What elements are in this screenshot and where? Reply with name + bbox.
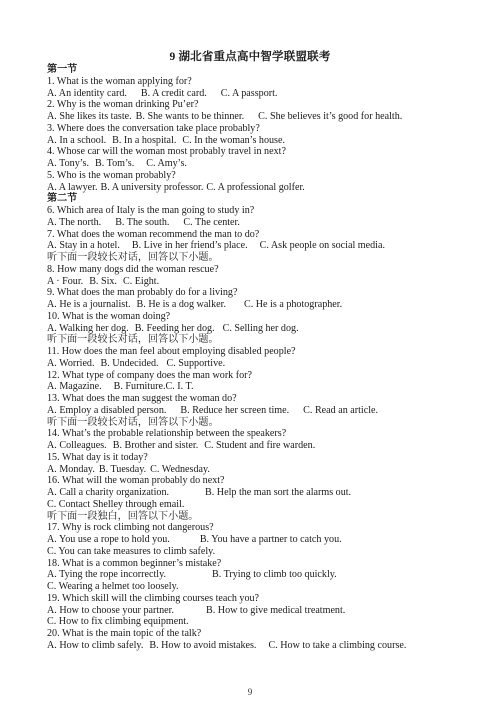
page-title: 9 湖北省重点高中智学联盟联考 [169, 51, 331, 63]
question-text: 18. What is a common beginner’s mistake? [47, 557, 222, 569]
answer-option: A. Tying the rope incorrectly. [47, 569, 166, 581]
answer-option: A. He is a journalist. [47, 299, 131, 310]
question-text: 11. How does the man feel about employing disabled people? [47, 346, 296, 357]
answer-options [47, 605, 467, 617]
page-number: 9 [247, 687, 253, 697]
section-heading: 第一节 [47, 64, 78, 75]
answer-option: A. An identity card. [47, 87, 127, 99]
answer-option: A. Monday. [47, 463, 95, 475]
answer-options [47, 111, 467, 123]
question-text: 15. What day is it today? [47, 451, 148, 463]
question-text: C. You can take measures to climb safely. [47, 545, 216, 557]
answer-options [47, 534, 467, 546]
answer-options [47, 381, 467, 393]
answer-option: A · Four. [47, 275, 84, 287]
answer-option: A. Magazine. [47, 381, 102, 393]
answer-option: B. Tom’s. [95, 158, 135, 169]
question-text: 13. What does the man suggest the woman do? [47, 393, 237, 404]
answer-option: B. Feeding her dog. [134, 322, 215, 334]
answer-option: B. Help the man sort the alarms out. [205, 487, 352, 498]
answer-option: B. The south. [115, 216, 170, 228]
question-text: 3. Where does the conversation take place probably? [47, 122, 260, 134]
answer-option: C. The center. [183, 216, 240, 228]
answer-option: A. Worried. [47, 357, 95, 369]
answer-options [47, 358, 467, 370]
question-text: 12. What type of company does the man work for? [47, 369, 252, 381]
answer-option: A. You use a rope to hold you. [47, 534, 170, 545]
question-text: C. How to fix climbing equipment. [47, 616, 189, 628]
answer-option: C. Supportive. [166, 357, 226, 369]
answer-option: B. Six. [89, 275, 117, 287]
answer-options [47, 405, 467, 417]
answer-options [47, 240, 467, 252]
answer-option: C. How to take a climbing course. [268, 639, 407, 651]
answer-option: C. He is a photographer. [243, 299, 343, 310]
answer-option: B. How to avoid mistakes. [149, 639, 257, 651]
answer-options [47, 135, 467, 147]
answer-option: C. Read an article. [303, 404, 379, 416]
answer-option: B. A credit card. [140, 87, 207, 99]
answer-option: C. She believes it’s good for health. [258, 111, 403, 122]
answer-option: A. A lawyer. [47, 181, 98, 193]
answer-option: C. A passport. [220, 87, 278, 99]
answer-option: C. Wednesday. [150, 463, 210, 475]
answer-options [47, 217, 467, 229]
answer-option: B. Live in her friend’s place. [131, 240, 248, 252]
listening-instruction: 听下面一段较长对话，回答以下小题。 [47, 334, 219, 346]
answer-option: C. Eight. [122, 275, 160, 287]
answer-option: C. A professional golfer. [206, 181, 305, 193]
answer-options [47, 299, 467, 311]
answer-option: A. She likes its taste. [47, 111, 132, 122]
answer-option: B. Undecided. [100, 357, 159, 369]
answer-options [47, 569, 467, 581]
answer-option: C. In the woman’s house. [182, 134, 285, 146]
answer-options [47, 440, 467, 452]
question-text: 20. What is the main topic of the talk? [47, 628, 202, 639]
question-text: C. Wearing a helmet too loosely. [47, 581, 179, 592]
answer-options [47, 182, 467, 194]
answer-option: A. The north. [47, 216, 102, 228]
answer-option: C. I. T. [165, 381, 194, 393]
question-text: 16. What will the woman probably do next? [47, 475, 225, 487]
answer-option: A. Colleagues. [47, 440, 107, 451]
question-text: 6. Which area of Italy is the man going to study in? [47, 205, 255, 216]
answer-option: C. Ask people on social media. [259, 240, 385, 252]
answer-option: B. Reduce her screen time. [180, 404, 290, 416]
answer-option: B. Trying to climb too quickly. [211, 569, 337, 581]
question-text: 4. Whose car will the woman most probably travel in next? [47, 146, 286, 158]
answer-option: A. In a school. [47, 134, 107, 146]
question-text: 14. What’s the probable relationship between the speakers? [47, 428, 287, 440]
listening-instruction: 听下面一段较长对话，回答以下小题。 [47, 252, 219, 263]
answer-option: B. In a hospital. [112, 134, 177, 146]
answer-option: A. Call a charity organization. [47, 487, 170, 498]
answer-option: A. Tony’s. [47, 158, 90, 169]
answer-option: B. Furniture. [113, 381, 166, 393]
question-text: 1. What is the woman applying for? [47, 75, 192, 87]
answer-option: B. Tuesday. [98, 463, 147, 475]
answer-options [47, 464, 467, 476]
answer-option: B. You have a partner to catch you. [199, 534, 342, 545]
answer-option: C. Student and fire warden. [204, 440, 316, 451]
answer-option: A. How to climb safely. [47, 639, 144, 651]
answer-option: B. Brother and sister. [112, 440, 199, 451]
answer-option: B. How to give medical treatment. [206, 604, 346, 616]
answer-options [47, 323, 467, 335]
question-list [47, 64, 467, 652]
answer-options [47, 640, 467, 652]
answer-options [47, 88, 467, 100]
section-heading: 第二节 [47, 193, 78, 205]
answer-option: A. Employ a disabled person. [47, 404, 167, 416]
question-text: 9. What does the man probably do for a living? [47, 287, 238, 299]
answer-option: A. How to choose your partner. [47, 604, 174, 616]
answer-option: A. Walking her dog. [47, 322, 129, 334]
answer-option: B. He is a dog walker. [136, 299, 226, 310]
question-text: 2. Why is the woman drinking Pu’er? [47, 99, 199, 111]
answer-option: B. She wants to be thinner. [135, 111, 245, 122]
listening-instruction: 听下面一段较长对话，回答以下小题。 [47, 416, 219, 428]
question-text: 8. How many dogs did the woman rescue? [47, 263, 219, 275]
answer-options [47, 487, 467, 499]
question-text: 19. Which skill will the climbing courses teach you? [47, 592, 260, 604]
question-text: 5. Who is the woman probably? [47, 169, 176, 181]
answer-option: C. Amy’s. [146, 158, 187, 169]
listening-instruction: 听下面一段独白，回答以下小题。 [47, 510, 199, 522]
question-text: 10. What is the woman doing? [47, 310, 171, 322]
answer-option: A. Stay in a hotel. [47, 240, 120, 252]
question-text: 17. Why is rock climbing not dangerous? [47, 522, 214, 534]
question-text: C. Contact Shelley through email. [47, 498, 185, 510]
answer-options [47, 276, 467, 288]
answer-option: C. Selling her dog. [222, 322, 299, 334]
question-text: 7. What does the woman recommend the man to do? [47, 228, 260, 240]
answer-option: B. A university professor. [100, 181, 204, 193]
answer-options [47, 158, 467, 170]
